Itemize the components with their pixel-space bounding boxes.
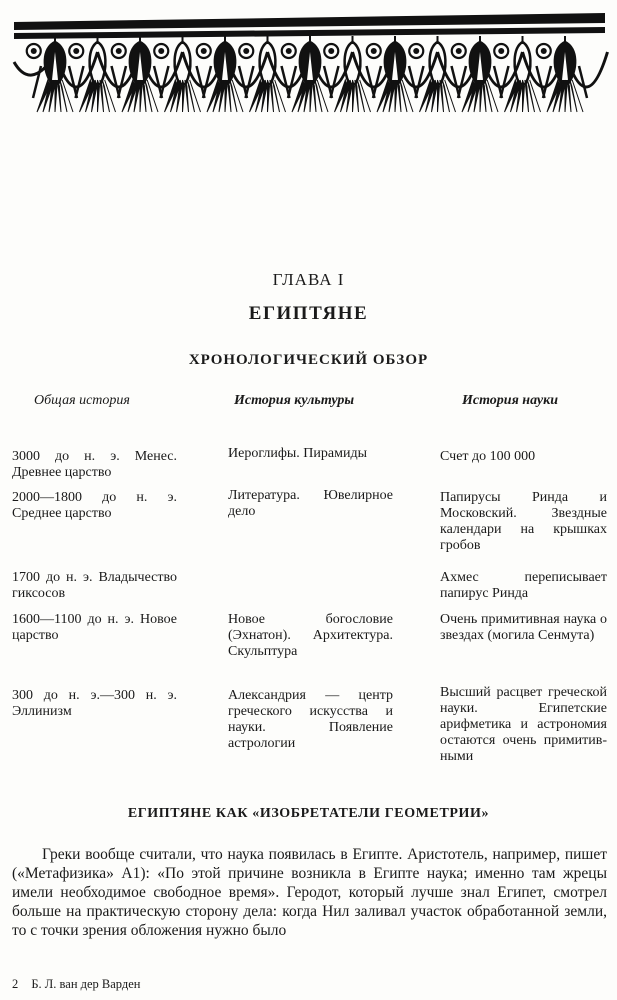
lotus-flower-icon [345, 42, 361, 84]
table-cell-science: Высший расцвет греческой науки. Египетские арифметика и астрономия остаются очень примитивными [440, 685, 607, 764]
table-cell-culture: Александрия — центр греческого искусства и науки. Появление астрологии [228, 688, 393, 751]
body-paragraph [12, 845, 607, 940]
lotus-flower-icon [515, 42, 531, 84]
table-cell-general: 1700 до н. э. Владычество гиксосов [12, 570, 177, 601]
table-cell-culture: Иероглифы. Пирамиды [228, 446, 368, 461]
table-cell-general: 1600—1100 до н. э. Новое царство [12, 612, 177, 643]
table-cell-culture: Новое богословие (Эхнатон). Архитектура. Скульптура [228, 612, 393, 659]
table-cell-science: Счет до 100 000 [440, 449, 536, 464]
frieze-bars [14, 13, 605, 39]
table-cell-science: Ахмес переписывает папирус Ринда [440, 570, 607, 601]
table-cell-science: Очень примитивная наука о звездах (могила Сенмута) [440, 612, 607, 643]
page-footer [12, 977, 140, 992]
table-cell-general: 300 до н. э.—300 н. э. Эллинизм [12, 688, 177, 719]
column-header-science: История науки [462, 393, 558, 408]
chapter-label: ГЛАВА I [272, 270, 345, 289]
lotus-flower-icon [430, 42, 446, 84]
lotus-flower-icon [260, 42, 276, 84]
lotus-flower-icon [175, 42, 191, 84]
lotus-frieze-ornament [0, 0, 617, 125]
table-cell-general: 3000 до н. э. Менес. Древнее царство [12, 449, 177, 480]
column-header-general: Общая история [34, 393, 130, 408]
frieze-motifs [14, 36, 608, 112]
table-cell-culture: Литература. Ювелирное дело [228, 488, 393, 519]
signature-number: 2 [12, 977, 19, 991]
table-cell-science: Папирусы Ринда и Московский. Звездные календари на крышках гробов [440, 490, 607, 553]
paragraph-text: Греки вообще считали, что наука появилась в Египте. Аристотель, например, пишет («Метафизика» A1): «По этой причине возникла в Египте наука; именно там жрецы имели необходимое свободное время». Геродот, который лучше знал Египет, смотрел больше на практическую сторону дела: когда Нил заливал участок обработанной земли, то с точки зрения обложения нужно было [12, 846, 607, 939]
table-cell-general: 2000—1800 до н. э. Среднее царство [12, 490, 177, 521]
section-heading: ЕГИПТЯНЕ КАК «ИЗОБРЕТАТЕЛИ ГЕОМЕТРИИ» [127, 806, 490, 821]
footer-author: Б. Л. ван дер Варден [31, 977, 141, 991]
column-header-culture: История культуры [234, 393, 355, 408]
lotus-flower-icon [90, 42, 106, 84]
section-subtitle: ХРОНОЛОГИЧЕСКИЙ ОБЗОР [188, 352, 429, 368]
chapter-title: ЕГИПТЯНЕ [248, 303, 369, 324]
